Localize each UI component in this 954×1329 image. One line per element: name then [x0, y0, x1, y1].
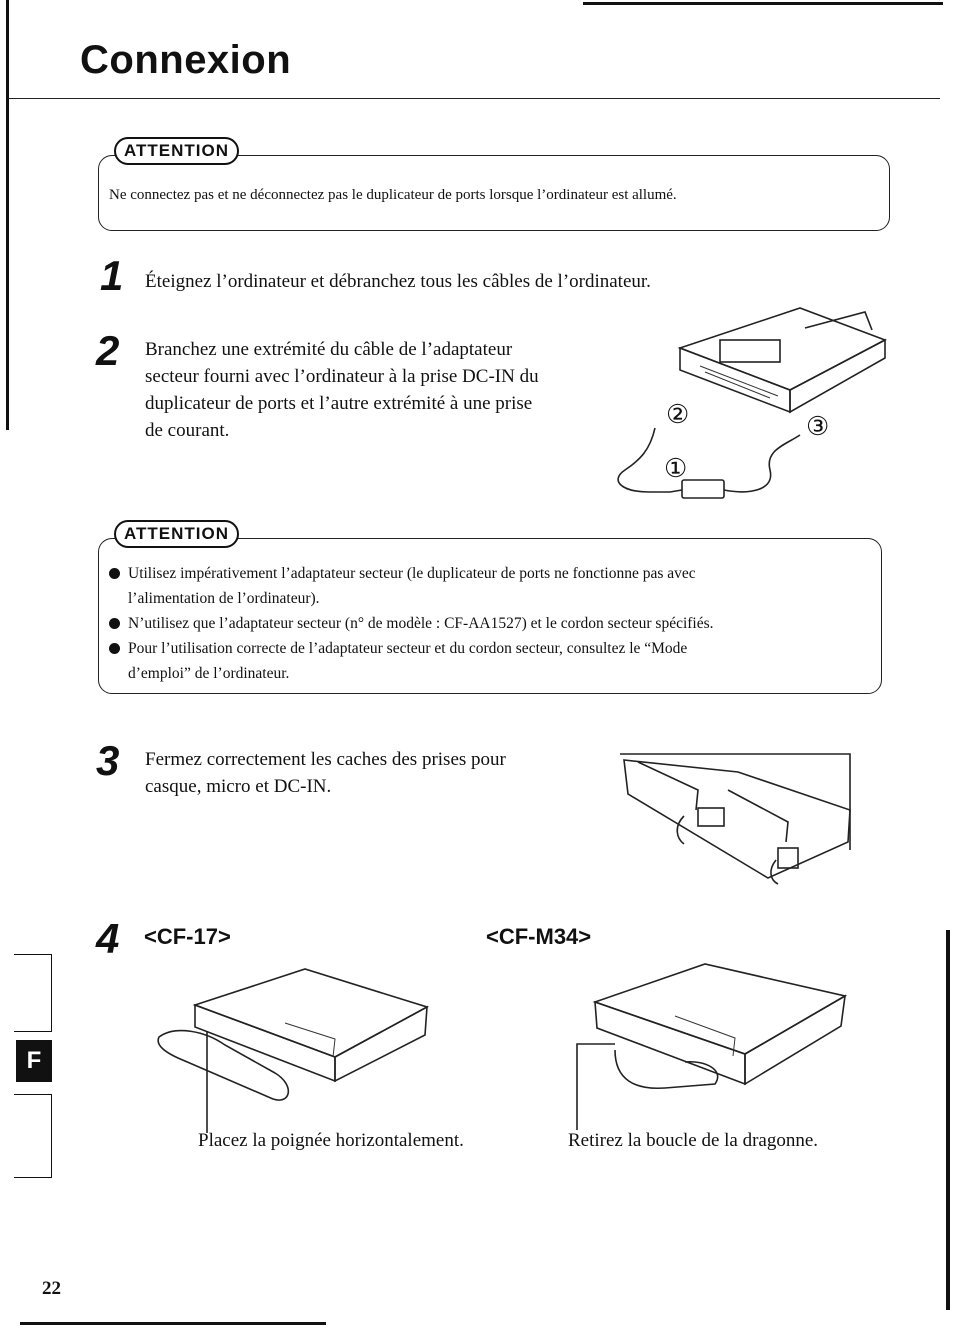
callout-3: ③	[806, 412, 830, 441]
attention-2-item	[109, 561, 877, 611]
attention-2-item-line: d’emploi” de l’ordinateur.	[128, 665, 290, 682]
attention-2-item-line: Pour l’utilisation correcte de l’adaptateur secteur et du cordon secteur, consultez le “Mode	[128, 640, 688, 657]
page-title: Connexion	[80, 38, 292, 82]
step-3-number: 3	[96, 737, 120, 784]
step-2-text	[145, 336, 625, 444]
attention-2-item-line: l’alimentation de l’ordinateur).	[128, 590, 320, 607]
step-3-text	[145, 746, 615, 800]
attention-2-item	[109, 636, 877, 686]
right-margin-rule	[946, 930, 950, 1310]
bottom-rule	[20, 1322, 326, 1325]
step-4-number: 4	[96, 915, 120, 962]
step-2-line: secteur fourni avec l’ordinateur à la prise DC-IN du	[145, 366, 539, 387]
attention-box-2	[98, 538, 882, 694]
cfm34-strap-illustration	[575, 960, 850, 1135]
callout-2: ②	[666, 400, 690, 429]
title-divider	[8, 98, 940, 99]
tab-bracket-lower	[14, 1094, 52, 1178]
step-3-line: casque, micro et DC-IN.	[145, 776, 332, 797]
ac-cable-drawing	[618, 428, 800, 498]
step-2-line: de courant.	[145, 420, 230, 441]
step-1-text: Éteignez l’ordinateur et débranchez tous les câbles de l’ordinateur.	[145, 271, 651, 292]
left-margin-rule	[6, 0, 9, 430]
language-tab-f: F	[16, 1040, 52, 1082]
attention-badge-1: ATTENTION	[114, 137, 239, 165]
attention-box-1	[98, 155, 890, 231]
port-replicator-drawing	[680, 308, 885, 412]
model-label-cf17: <CF-17>	[144, 924, 231, 949]
bullet-icon	[109, 568, 120, 579]
callout-1: ①	[664, 454, 688, 483]
cf17-handle-illustration	[155, 965, 435, 1135]
attention-badge-2: ATTENTION	[114, 520, 239, 548]
attention-2-item-line: N’utilisez que l’adaptateur secteur (n° de modèle : CF-AA1527) et le cordon secteur spécifiés.	[128, 615, 714, 632]
caption-cf17: Placez la poignée horizontalement.	[198, 1130, 464, 1151]
port-replicator-illustration	[610, 300, 900, 515]
step-2-number: 2	[96, 327, 120, 374]
attention-1-text: Ne connectez pas et ne déconnectez pas le duplicateur de ports lorsque l’ordinateur est allumé.	[109, 187, 677, 203]
step-1-number: 1	[100, 252, 124, 299]
step-2-line: Branchez une extrémité du câble de l’adaptateur	[145, 339, 513, 360]
bullet-icon	[109, 643, 120, 654]
caption-cfm34: Retirez la boucle de la dragonne.	[568, 1130, 819, 1151]
model-label-cfm34: <CF-M34>	[486, 924, 592, 949]
jack-covers-illustration	[618, 750, 858, 890]
attention-2-list	[109, 561, 877, 686]
top-right-rule	[583, 2, 943, 5]
attention-2-item-line: Utilisez impérativement l’adaptateur secteur (le duplicateur de ports ne fonctionne pas avec	[128, 565, 696, 582]
step-2-line: duplicateur de ports et l’autre extrémité à une prise	[145, 393, 533, 414]
step-3-line: Fermez correctement les caches des prises pour	[145, 749, 506, 770]
page-number: 22	[42, 1278, 61, 1299]
tab-bracket-upper	[14, 954, 52, 1032]
attention-2-item	[109, 611, 877, 636]
bullet-icon	[109, 618, 120, 629]
